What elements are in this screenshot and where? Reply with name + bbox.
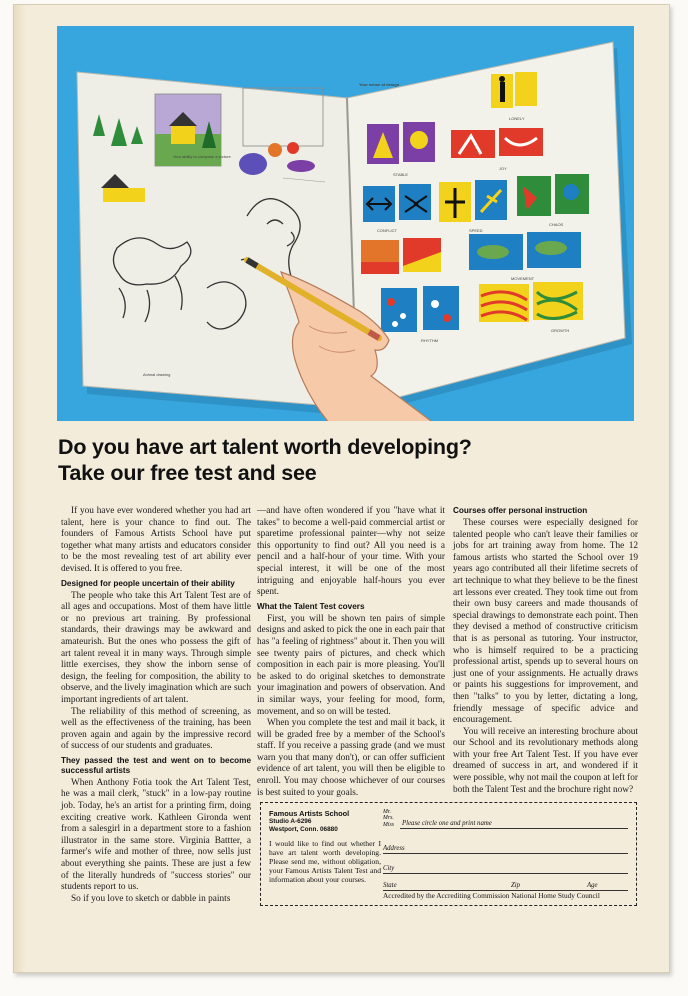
state-zip-age-field[interactable] xyxy=(383,881,628,891)
pair-label-speed: SPEED xyxy=(469,228,483,233)
subheading-passed-the-test: They passed the test and went on to become successful artists xyxy=(61,755,251,775)
paragraph: The people who take this Art Talent Test are of all ages and occupations. Most of them have little or no previous art training. By professional standards, their drawings may be awkward and amateurish. But the ones who possess the gift of art talent reveal it in many ways. Through simple little exercises, they show the inborn sense of design, the feeling for composition, the ability to observe, and the lively imagination which are such important ingredients of art talent. xyxy=(61,590,251,705)
subheading-designed-for-people: Designed for people uncertain of their ability xyxy=(61,578,235,588)
pair-label-joy: JOY xyxy=(499,166,507,171)
book-heading: Your sense of design xyxy=(359,82,400,87)
paragraph: So if you love to sketch or dabble in paints xyxy=(71,893,231,904)
salutation-options[interactable] xyxy=(383,809,394,828)
address-field[interactable] xyxy=(383,844,628,854)
coupon-form xyxy=(383,809,631,899)
headline-line-1: Do you have art talent worth developing? xyxy=(58,435,472,459)
zip-label: Zip xyxy=(511,882,521,889)
paragraph: When you complete the test and mail it back, it will be graded free by a member of the School's staff. If you receive a passing grade (and we must warn you that many don't), or can offer sufficient evidence of art talent, you will then be eligible to enroll. You may choose whichever of our courses is best suited to your goals. xyxy=(257,718,445,798)
name-field[interactable] xyxy=(400,819,628,829)
studio-number: Studio A-6296 xyxy=(269,818,312,825)
subheading-personal-instruction: Courses offer personal instruction xyxy=(453,506,588,515)
compose-caption: Your ability to compose a picture xyxy=(173,154,231,159)
pair-label-movement: MOVEMENT xyxy=(511,276,535,281)
paragraph: The reliability of this method of screening, as well as the effectiveness of the training, has been proven again and again by the impressive record of success of our students and graduates. xyxy=(61,706,251,752)
headline xyxy=(58,434,638,486)
pair-label-growth: GROWTH xyxy=(551,328,570,333)
paragraph: First, you will be shown ten pairs of simple designs and asked to pick the one in each pair that has "a feeling of rightness" about it. Then you will see twenty pairs of pictures, and check which composition in each pair is more pleasing. You'll be asked to do original sketches to demonstrate your imagination and powers of observation. And in similar ways, your feeling for mood, form, movement, and so on will be tested. xyxy=(257,613,445,717)
city-field[interactable] xyxy=(383,864,628,874)
paragraph: You will receive an interesting brochure about our School and its revolutionary methods along with your free Art Talent Test. If you have ever dreamed of success in art, and wondered if it were possible, why not mail the coupon at left for both the Talent Test and the brochure right now? xyxy=(453,726,638,795)
salutation-mr[interactable]: Mr. xyxy=(383,809,391,815)
animal-caption: Animal drawing xyxy=(143,372,171,377)
pair-label-conflict: CONFLICT xyxy=(377,228,397,233)
mail-in-coupon[interactable] xyxy=(260,802,637,906)
city-label: City xyxy=(383,865,395,872)
paragraph: When Anthony Fotia took the Art Talent Test, he was a mail clerk, "stuck" in a low-pay routine job. Today, he's an artist for a printing firm, doing exciting creative work. Kathleen Gironda went from a salesgirl in a department store to a fashion illustrator in the same store. Virginia Battter, a farmer's wife and mother of three, now sells just about everything she paints. These are just a few of the literally hundreds of "success stories" our students report to us. xyxy=(61,777,251,893)
school-city: Westport, Conn. 06880 xyxy=(269,826,338,833)
pair-label-rhythm: RHYTHM xyxy=(421,338,439,343)
pair-label-lonely: LONELY xyxy=(509,116,525,121)
body-column-1 xyxy=(61,506,251,905)
paragraph: If you have ever wondered whether you had art talent, here is your chance to find out. The founders of Famous Artists School have put together what many artists and educators consider to be the most revealing test of art ability ever devised. It is offered to you free. xyxy=(61,506,251,574)
paragraph: —and have often wondered if you "have what it takes" to become a well-paid commercial artist or sparetime professional painter—why not seize this opportunity to find out? All you need is a pencil and a half-hour of your time. With your special interest, it will be one of the most intriguing and enjoyable half-hours you ever spent. xyxy=(257,506,445,598)
body-column-3 xyxy=(453,506,638,796)
paragraph: These courses were especially designed for talented people who can't leave their families or jobs for art training away from home. The 12 famous artists who started the School over 19 years ago contributed all their lifetime secrets of art technique to what they believe to be the finest art lessons ever created. They took time out from their own busy careers and made thousands of special drawings to demonstrate each point. Then they devised a method of constructive criticism that is as personal as tutoring. Your instructor, who is himself required to be a practicing professional artist, spends up to several hours on just one of your assignments. He actually draws or paints his suggestions for improvement, and then "talks" to you by letter, dictating a long, friendly message of specific advice and encouragement. xyxy=(453,518,638,726)
coupon-school-info xyxy=(269,809,381,885)
coupon-request-text: I would like to find out whether I have art talent worth developing. Please send me, without obligation, your Famous Artists Talent Test and information about your courses. xyxy=(269,839,381,884)
talent-test-booklet-illustration xyxy=(57,26,634,421)
headline-line-2: Take our free test and see xyxy=(58,461,317,485)
name-hint: Please circle one and print name xyxy=(402,820,492,827)
illustration-svg xyxy=(57,26,634,421)
page-spine-edge xyxy=(14,5,26,972)
state-label: State xyxy=(383,882,397,889)
accreditation-note: Accredited by the Accrediting Commission National Home Study Council xyxy=(383,891,600,900)
body-column-2 xyxy=(257,506,445,799)
pair-label-stable: STABLE xyxy=(393,172,409,177)
age-label: Age xyxy=(587,882,598,889)
salutation-mrs[interactable]: Mrs. xyxy=(383,815,394,822)
school-name: Famous Artists School xyxy=(269,809,350,818)
subheading-test-covers: What the Talent Test covers xyxy=(257,601,365,611)
address-label: Address xyxy=(383,845,405,852)
salutation-miss[interactable]: Miss xyxy=(383,821,394,828)
pair-label-chaos: CHAOS xyxy=(549,222,564,227)
